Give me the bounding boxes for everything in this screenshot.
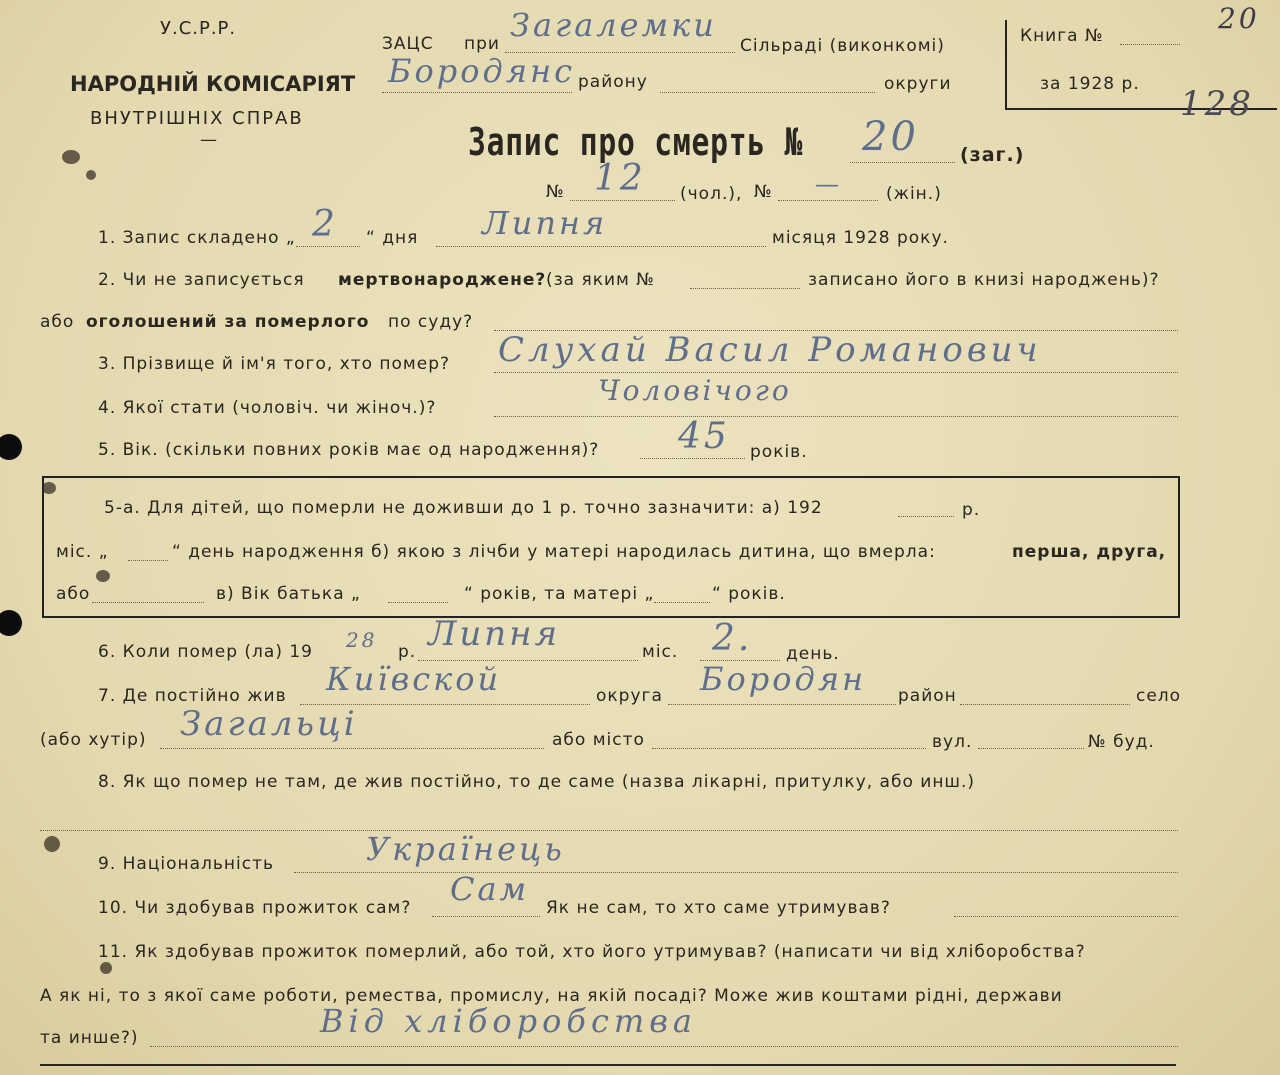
- field-5a-year-line: [898, 516, 954, 517]
- header-dash: —: [200, 130, 218, 150]
- field-10-label: 10. Чи здобував прожиток сам?: [98, 898, 412, 918]
- village-council-label: Сільраді (виконкомі): [740, 36, 945, 56]
- field-10-supporter-line: [954, 916, 1178, 917]
- field-7-rayon-label: район: [898, 686, 957, 706]
- field-10-self-handwritten: Сам: [450, 870, 530, 908]
- field-7-prefix: 7. Де постійно жив: [98, 686, 287, 706]
- pry-label: при: [464, 34, 500, 54]
- field-2-or: або: [40, 312, 75, 332]
- field-6-prefix: 6. Коли помер (ла) 19: [98, 642, 313, 662]
- zags-label: ЗАЦС: [382, 34, 434, 54]
- field-5a-mother-age: “ років, та матері „: [464, 584, 655, 604]
- stain: [62, 150, 80, 164]
- field-1-day-line: [296, 246, 360, 247]
- male-number-label: №: [546, 182, 565, 202]
- ministry-subtitle: ВНУТРІШНІХ СПРАВ: [90, 108, 304, 129]
- field-5a-year-suffix: р.: [962, 500, 981, 520]
- female-label: (жін.): [886, 184, 942, 204]
- field-7-okruha-handwritten: Київской: [326, 660, 502, 698]
- record-title: Запис про смерть №: [468, 120, 804, 164]
- field-5a-mother-line: [654, 602, 710, 603]
- field-2-number-line: [690, 288, 800, 289]
- male-label: (чол.),: [680, 184, 743, 204]
- record-number-handwritten: 20: [862, 114, 919, 160]
- field-5a-or: або: [56, 584, 91, 604]
- field-5a-line-1: 5-а. Для дітей, що померли не доживши до 1 р. точно зазначити: а) 192: [104, 498, 823, 518]
- field-11-line-3: та инше?): [40, 1028, 139, 1048]
- field-5a-father-age: в) Вік батька „: [216, 584, 361, 604]
- male-number-line: [570, 200, 675, 201]
- field-7-city-line: [652, 748, 926, 749]
- field-6-month-handwritten: Липня: [428, 614, 561, 654]
- field-4-sex-handwritten: Чоловічого: [598, 374, 792, 407]
- field-2-stillborn: мертвонароджене?: [338, 270, 547, 290]
- bottom-rule: [40, 1064, 1176, 1066]
- stain: [44, 836, 60, 852]
- book-number-line: [1120, 44, 1180, 45]
- field-7-building-label: № буд.: [1088, 732, 1155, 752]
- field-8-line: [40, 830, 1178, 831]
- field-3-line: [494, 372, 1178, 373]
- field-5-label: 5. Вік. (скільки повних років має од народження)?: [98, 440, 600, 460]
- field-5a-day-line: [128, 560, 168, 561]
- field-7-rayon-handwritten: Бородян: [700, 660, 867, 698]
- field-5a-first-second: перша, друга,: [1012, 542, 1167, 562]
- field-2-recorded: записано його в книзі народжень)?: [808, 270, 1160, 290]
- field-9-nationality-handwritten: Українець: [366, 830, 565, 868]
- field-1-day-label: “ дня: [366, 228, 419, 248]
- field-6-day-label: день.: [786, 644, 840, 664]
- rayon-line: [382, 92, 572, 93]
- field-5-line: [640, 458, 745, 459]
- field-9-line: [294, 872, 1178, 873]
- okruha-label: округи: [884, 74, 952, 94]
- field-1-prefix: 1. Запис складено „: [98, 228, 296, 248]
- village-council-handwritten: Загалемки: [510, 6, 717, 44]
- field-11-line-2: А як ні, то з якої саме роботи, ремества, промислу, на якій посаді? Може жив коштами рідні, держави: [40, 986, 1063, 1006]
- field-7-city-label: або місто: [552, 730, 645, 750]
- book-number-label: Книга №: [1020, 26, 1104, 46]
- stain: [86, 170, 96, 180]
- field-6-day-handwritten: 2.: [712, 618, 753, 659]
- field-7-rayon-line: [668, 704, 896, 705]
- book-year-label: за 1928 р.: [1040, 74, 1140, 94]
- ministry-title: НАРОДНІЙ КОМІСАРІЯТ: [70, 72, 356, 96]
- zag-label: (заг.): [960, 144, 1025, 166]
- field-11-livelihood-handwritten: Від хліборобства: [320, 1002, 697, 1040]
- margin-mark-handwritten: 128: [1180, 84, 1254, 124]
- republic-label: У.С.Р.Р.: [160, 18, 237, 39]
- record-number-line: [850, 162, 955, 163]
- field-2-declared-dead: оголошений за померлого: [86, 312, 370, 332]
- field-7-khutir-label: (або хутір): [40, 730, 147, 750]
- field-7-street-label: вул.: [932, 732, 973, 752]
- field-6-year-suffix: р.: [398, 642, 417, 662]
- field-2-prefix: 2. Чи не записується: [98, 270, 305, 290]
- rayon-label: району: [578, 72, 648, 92]
- punch-hole-bottom: [0, 610, 22, 636]
- okruha-line: [660, 92, 875, 93]
- field-10-who-supported: Як не сам, то хто саме утримував?: [546, 898, 891, 918]
- female-number-label: №: [754, 182, 773, 202]
- field-3-label: 3. Прізвище й ім'я того, хто помер?: [98, 354, 451, 374]
- field-6-month-label: міс.: [642, 642, 679, 662]
- field-7-selo-label: село: [1136, 686, 1182, 706]
- field-2-which-number: (за яким №: [546, 270, 655, 290]
- field-5a-order-line: [92, 602, 204, 603]
- field-7-village-handwritten: Загальці: [180, 704, 358, 744]
- field-5a-father-line: [388, 602, 448, 603]
- field-1-suffix: місяця 1928 року.: [772, 228, 949, 248]
- field-7-village-line: [160, 748, 544, 749]
- rayon-handwritten: Бородянс: [388, 52, 575, 90]
- field-3-name-handwritten: Слухай Васил Романович: [498, 330, 1042, 370]
- field-4-line: [494, 416, 1178, 417]
- punch-hole-top: [0, 434, 22, 460]
- field-5-years: років.: [750, 442, 808, 462]
- field-4-label: 4. Якої стати (чоловіч. чи жіноч.)?: [98, 398, 437, 418]
- field-1-day-handwritten: 2: [312, 204, 338, 245]
- female-number-line: [778, 200, 878, 201]
- field-6-year-handwritten: 28: [346, 628, 378, 652]
- field-2-by-court: по суду?: [388, 312, 474, 332]
- field-9-label: 9. Національність: [98, 854, 275, 874]
- field-7-selo-line: [960, 704, 1130, 705]
- field-5a-years: “ років.: [712, 584, 786, 604]
- female-number-handwritten: —: [815, 170, 842, 198]
- corner-number-handwritten: 20: [1218, 2, 1260, 35]
- field-5a-month-prefix: міс. „: [56, 542, 109, 562]
- field-5a-line-2: “ день народження б) якою з лічби у матері народилась дитина, що вмерла:: [172, 542, 936, 562]
- field-5-age-handwritten: 45: [678, 416, 730, 457]
- field-8-label: 8. Як що помер не там, де жив постійно, то де саме (назва лікарні, притулку, або инш.): [98, 772, 976, 792]
- field-1-month-line: [436, 246, 766, 247]
- field-10-self-line: [432, 916, 540, 917]
- stain: [100, 962, 112, 974]
- field-7-street-line: [978, 748, 1084, 749]
- male-number-handwritten: 12: [594, 158, 646, 199]
- field-11-line: [150, 1046, 1178, 1047]
- field-7-okruha-label: округа: [596, 686, 663, 706]
- field-11-line-1: 11. Як здобував прожиток померлий, або той, хто його утримував? (написати чи від хліборобства?: [98, 942, 1086, 962]
- field-1-month-handwritten: Липня: [482, 204, 608, 242]
